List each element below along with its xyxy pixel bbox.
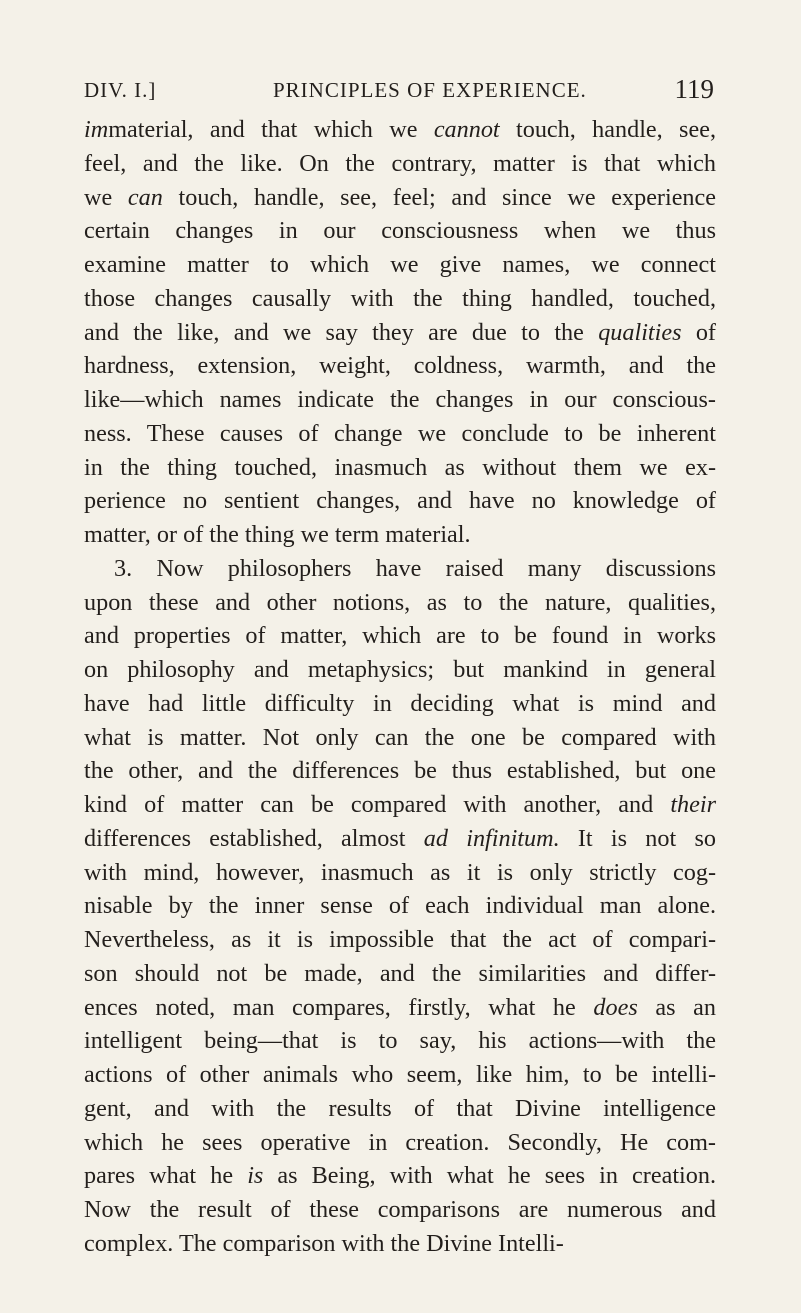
text-run: as an: [637, 993, 716, 1021]
text-run: 3. Now philosophers have raised many discussions: [114, 554, 716, 582]
page-number: 119: [674, 74, 714, 104]
text-run: kind of matter can be compared with another, and: [84, 791, 671, 818]
text-line: [84, 957, 716, 991]
text-line: [84, 518, 716, 552]
text-run: gent, and with the results of that Divine intelligence: [84, 1094, 716, 1122]
text-run: like—which names indicate the changes in our conscious-: [84, 386, 716, 413]
text-run: actions of other animals who seem, like him, to be intelli-: [84, 1061, 716, 1088]
text-run: nisable by the inner sense of each individual man alone.: [84, 892, 716, 920]
text-line: [84, 586, 716, 620]
text-run: Now the result of these comparisons are numerous and: [84, 1196, 716, 1223]
italic-text: their: [670, 791, 716, 818]
text-line: [84, 619, 716, 653]
text-line: [84, 991, 716, 1025]
text-line: [84, 822, 716, 856]
running-title: PRINCIPLES OF EXPERIENCE.: [273, 78, 587, 102]
text-run: touch, handle, see, feel; and since we experience: [162, 183, 717, 211]
text-run: examine matter to which we give names, we connect: [84, 251, 716, 278]
text-run: which he sees operative in creation. Secondly, He com-: [84, 1128, 716, 1156]
text-line: [84, 721, 716, 755]
text-run: matter, or of the thing we term material.: [84, 521, 471, 548]
text-line: [84, 248, 716, 282]
text-line: [84, 552, 716, 586]
text-line: [84, 282, 716, 316]
text-run: the other, and the differences be thus established, but one: [84, 757, 716, 785]
text-line: [84, 113, 716, 147]
italic-text: cannot: [433, 116, 500, 143]
text-line: [84, 653, 716, 687]
italic-text: is: [247, 1162, 264, 1190]
text-line: [84, 349, 716, 383]
text-line: [84, 754, 716, 788]
text-line: [84, 1126, 716, 1160]
text-run: in the thing touched, inasmuch as without them we ex-: [84, 453, 716, 481]
text-line: [84, 1092, 716, 1126]
text-run: material, and that which we: [108, 116, 434, 143]
text-run: certain changes in our consciousness when we thus: [84, 217, 716, 245]
text-run: what is matter. Not only can the one be compared with: [84, 723, 716, 751]
text-run: touch, handle, see,: [499, 116, 716, 143]
text-run: complex. The comparison with the Divine Intelli-: [84, 1229, 564, 1257]
text-run: Nevertheless, as it is impossible that the act of compari-: [84, 926, 716, 953]
text-line: [84, 1227, 716, 1261]
text-run: upon these and other notions, as to the nature, qualities,: [84, 588, 716, 616]
text-line: [84, 1193, 716, 1227]
text-run: son should not be made, and the similarities and differ-: [84, 959, 716, 987]
italic-text: can: [127, 183, 163, 211]
text-line: [84, 181, 716, 215]
italic-text: does: [593, 993, 638, 1021]
text-line: [84, 856, 716, 890]
text-line: [84, 1159, 716, 1193]
text-run: and properties of matter, which are to be found in works: [84, 622, 716, 650]
text-run: ness. These causes of change we conclude to be inherent: [84, 419, 716, 447]
text-line: [84, 417, 716, 451]
text-line: [84, 451, 716, 485]
text-line: [84, 1058, 716, 1092]
italic-text: ad infinitum.: [423, 824, 560, 852]
text-run: intelligent being—that is to say, his actions—with the: [84, 1027, 716, 1055]
text-line: [84, 923, 716, 957]
text-run: hardness, extension, weight, coldness, warmth, and the: [84, 352, 716, 380]
text-run: perience no sentient changes, and have no knowledge of: [84, 487, 716, 515]
text-run: and the like, and we say they are due to the: [84, 318, 599, 346]
text-run: on philosophy and metaphysics; but mankind in general: [84, 656, 716, 683]
text-run: ences noted, man compares, firstly, what he: [84, 993, 594, 1021]
italic-text: im: [84, 116, 109, 143]
text-line: [84, 687, 716, 721]
text-line: [84, 1024, 716, 1058]
division-label: DIV. I.]: [84, 78, 157, 102]
text-run: It is not so: [559, 824, 716, 852]
text-line: [84, 147, 716, 181]
text-run: those changes causally with the thing handled, touched,: [84, 284, 716, 312]
text-run: have had little difficulty in deciding what is mind and: [84, 689, 716, 717]
text-run: we: [84, 183, 128, 211]
text-line: [84, 214, 716, 248]
text-run: with mind, however, inasmuch as it is only strictly cog-: [84, 858, 716, 886]
text-line: [84, 788, 716, 822]
text-run: differences established, almost: [84, 824, 424, 852]
text-line: [84, 383, 716, 417]
text-line: [84, 316, 716, 350]
running-head: [84, 74, 714, 108]
text-run: of: [681, 318, 716, 346]
text-line: [84, 889, 716, 923]
italic-text: qualities: [598, 318, 682, 346]
text-run: pares what he: [84, 1162, 248, 1190]
body-text: [84, 113, 716, 1261]
text-line: [84, 484, 716, 518]
text-run: as Being, with what he sees in creation.: [263, 1162, 716, 1190]
text-run: feel, and the like. On the contrary, matter is that which: [84, 149, 716, 177]
